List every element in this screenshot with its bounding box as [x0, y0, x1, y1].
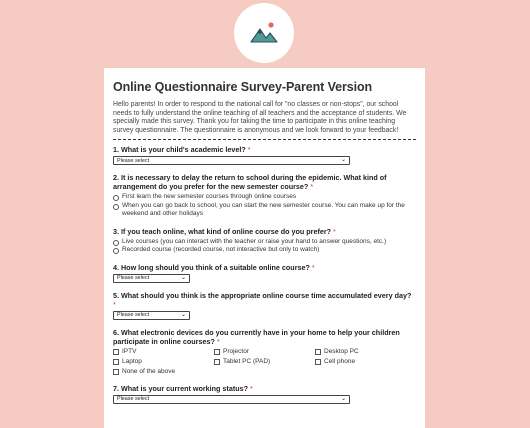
question-2: [113, 173, 416, 219]
radio-option[interactable]: [113, 193, 416, 202]
checkbox[interactable]: [315, 349, 321, 355]
academic-level-select[interactable]: [113, 156, 350, 165]
question-1: [113, 145, 416, 165]
checkbox-option[interactable]: [214, 358, 315, 366]
radio-button[interactable]: [113, 195, 119, 201]
required-mark: *: [113, 299, 116, 309]
checkbox-label: IPTV: [122, 347, 137, 355]
radio-option-label: Live courses (you can interact with the teacher or raise your hand to answer questions, etc.): [122, 237, 387, 245]
radio-button[interactable]: [113, 248, 119, 254]
radio-option[interactable]: [113, 246, 416, 255]
checkbox[interactable]: [214, 359, 220, 365]
checkbox-label: Cell phone: [324, 357, 356, 365]
required-mark: *: [311, 262, 315, 272]
question-5: [113, 291, 416, 320]
checkbox-option[interactable]: [214, 348, 315, 356]
radio-option-label: When you can go back to school, you can start the new semester course. You can make up for the weekend and other holidays: [122, 201, 405, 217]
survey-card: [104, 68, 425, 428]
checkbox[interactable]: [113, 349, 119, 355]
select-value: Please select: [117, 312, 150, 318]
divider: [113, 139, 416, 140]
required-mark: *: [216, 336, 220, 346]
question-6-label: 6. What electronic devices do you currently have in your home to help your children participate in online courses?: [113, 327, 400, 346]
required-mark: *: [250, 383, 253, 393]
checkbox-label: Projector: [223, 347, 250, 355]
device-checkboxes: [113, 348, 416, 376]
radio-option-label: Recorded course (recorded course, not interactive but only to watch): [122, 246, 320, 253]
checkbox-option[interactable]: [315, 348, 416, 356]
question-5-label: 5. What should you think is the appropriate online course time accumulated every day?: [113, 290, 412, 300]
radio-button[interactable]: [113, 240, 119, 246]
chevron-down-icon: ⌄: [340, 395, 346, 402]
select-value: Please select: [117, 275, 150, 281]
checkbox[interactable]: [113, 369, 119, 375]
daily-time-select[interactable]: [113, 311, 190, 320]
checkbox-option[interactable]: [113, 348, 214, 356]
checkbox[interactable]: [315, 359, 321, 365]
checkbox-label: Desktop PC: [324, 347, 359, 355]
chevron-down-icon: ⌄: [180, 274, 186, 281]
radio-button[interactable]: [113, 204, 119, 210]
checkbox-option[interactable]: [113, 368, 214, 376]
select-value: Please select: [117, 396, 150, 402]
checkbox-label: Laptop: [122, 357, 142, 365]
question-3: [113, 227, 416, 255]
select-value: Please select: [117, 157, 150, 164]
radio-option[interactable]: [113, 238, 416, 247]
question-1-label: 1. What is your child's academic level?: [113, 145, 246, 154]
chevron-down-icon: ⌄: [180, 311, 186, 318]
checkbox[interactable]: [113, 359, 119, 365]
required-mark: *: [247, 145, 251, 154]
required-mark: *: [310, 182, 314, 191]
question-4-label: 4. How long should you think of a suitable online course?: [113, 262, 310, 272]
question-7: [113, 384, 416, 404]
checkbox[interactable]: [214, 349, 220, 355]
question-2-label: 2. It is necessary to delay the return to school during the epidemic. What kind of arrangement do you prefer for the new semester course?: [113, 173, 387, 191]
checkbox-label: None of the above: [122, 367, 176, 375]
chevron-down-icon: ⌄: [340, 157, 346, 163]
required-mark: *: [333, 226, 336, 236]
question-7-label: 7. What is your current working status?: [113, 383, 248, 393]
survey-intro: Hello parents! In order to respond to the national call for "no classes or non-stops", our school needs to fully understand the online teaching of all teachers and the acceptance of students. We specially made this survey. Thank you for taking the time to participate in this online teaching survey questionnaire. The questionnaire is anonymous and we look forward to your feedback!: [113, 101, 407, 134]
checkbox-option[interactable]: [113, 358, 214, 366]
survey-title: Online Questionnaire Survey-Parent Version: [113, 80, 373, 94]
course-length-select[interactable]: [113, 274, 190, 283]
checkbox-option[interactable]: [315, 358, 416, 366]
working-status-select[interactable]: [113, 395, 350, 404]
mountain-sun-icon: [249, 21, 279, 45]
question-6: [113, 328, 416, 376]
question-4: [113, 263, 416, 283]
radio-option-label: First learn the new semester courses through online courses: [122, 193, 297, 200]
question-3-label: 3. If you teach online, what kind of online course do you prefer?: [113, 226, 332, 236]
radio-option[interactable]: [113, 202, 416, 219]
checkbox-label: Tablet PC (PAD): [223, 357, 271, 365]
logo: [234, 3, 294, 63]
